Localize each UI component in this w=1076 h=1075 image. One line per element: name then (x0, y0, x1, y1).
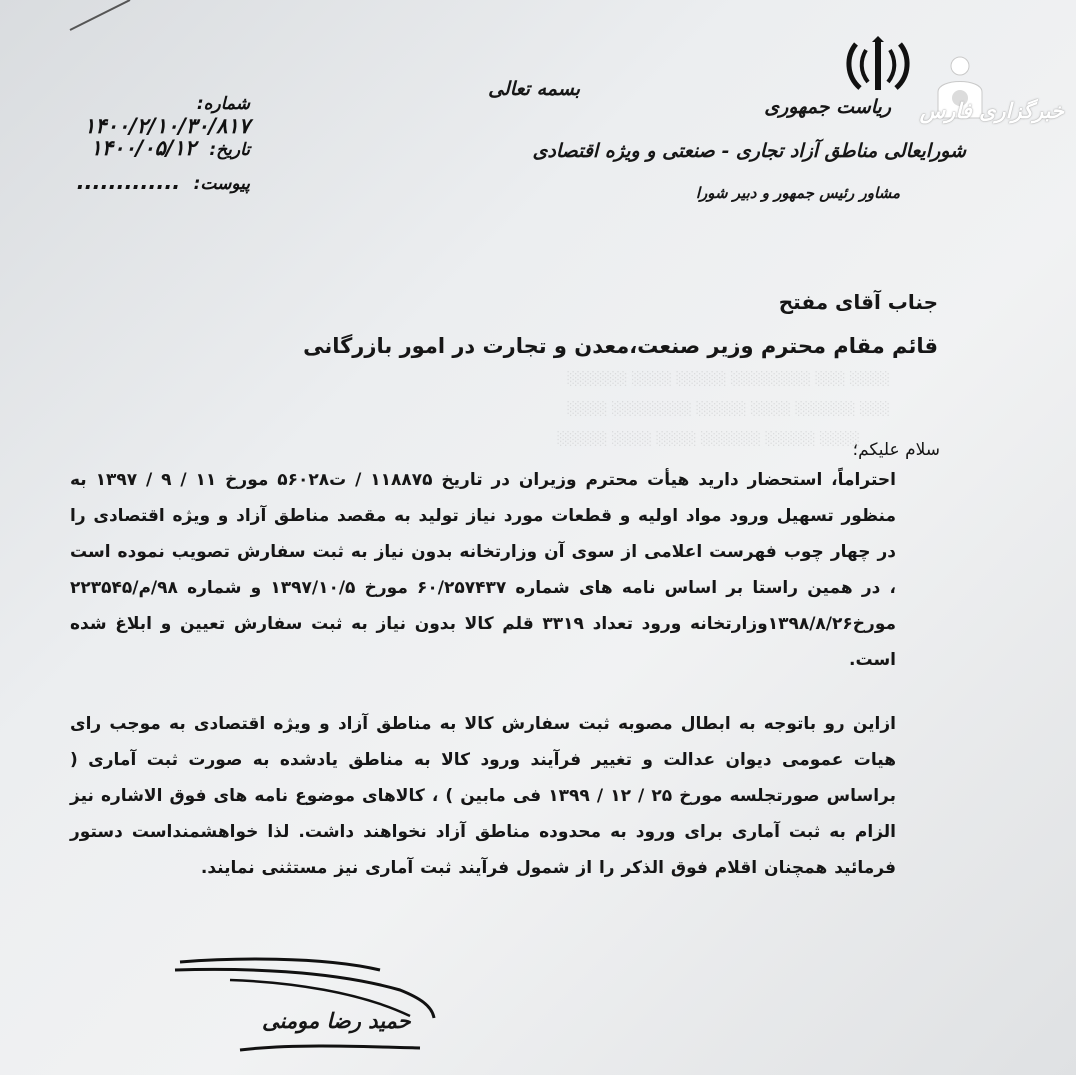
letter-attachment-label: پیوست: (193, 174, 250, 194)
letter-number-label: شماره: (196, 94, 250, 114)
body-paragraph: ازاین رو باتوجه به ابطال مصوبه ثبت سفارش کالا به مناطق آزاد و ویژه اقتصادی به موجب رای هیات عمومی دیوان عدالت و تغییر فرآیند ورود کالا به مناطق یادشده به صورت ثبت آماری ( براساس صورتجلسه مورخ ۲۵ / ۱۲ / ۱۳۹۹ فی مابین ) ، کالاهای موضوع نامه های فوق الاشاره نیز الزام به ثبت آماری برای ورود به محدوده مناطق آزاد نخواهند داشت. لذا خواهشمنداست دستور فرمائید همچنان اقلام فوق الذکر را از شمول فرآیند ثبت آماری نیز مستثنی نمایند. (70, 714, 896, 878)
news-agency-watermark-text: خبرگزاری فارس (919, 98, 1064, 123)
signature-scribble (170, 940, 450, 1060)
bismillah-heading: بسمه تعالی (488, 78, 580, 100)
org-title-line2: شورایعالی مناطق آزاد تجاری - صنعتی و ویژه اقتصادی (532, 140, 966, 162)
letter-attachment-value: ............. (76, 170, 181, 194)
letter-number (60, 90, 250, 138)
bleed-through-text: ░░░░░ ░░░░ ░░░░ ░░░░░░ ░░░░░ ░░░░ (557, 432, 860, 447)
letter-date-label: تاریخ: (209, 140, 250, 160)
recipient-name: جناب آقای مفتح (778, 290, 938, 314)
body-paragraph: احتراماً، استحضار دارید هیأت محترم وزیران در تاریخ ۱۱۸۸۷۵ / ت۵۶۰۲۸ مورخ ۱۱ / ۹ / ۱۳۹۷ به منظور تسهیل ورود مواد اولیه و قطعات مورد نیاز تولید به مقصد مناطق آزاد و ویژه اقتصادی را در چهار چوب فهرست اعلامی از سوی آن وزارتخانه بدون نیاز به ثبت سفارش تصویب نموده است ، در همین راستا بر اساس نامه های شماره ۶۰/۲۵۷۴۳۷ مورخ ۱۳۹۷/۱۰/۵ و شماره ۹۸/م/۲۲۳۵۴۵ مورخ۱۳۹۸/۸/۲۶وزارتخانه ورود تعداد ۳۳۱۹ قلم کالا بدون نیاز به ثبت سفارش تعیین و ابلاغ شده است. (70, 470, 897, 670)
bleed-through-text: ░░░░ ░░░░░░░░ ░░░░░ ░░░░ ░░░░░░ ░░░ (567, 402, 890, 417)
org-title-line1: ریاست جمهوری (764, 96, 891, 118)
letter-date-value: ۱۴۰۰/۰۵/۱۲ (90, 136, 197, 160)
corner-scratch-line (0, 0, 140, 40)
recipient-title: قائم مقام محترم وزیر صنعت،معدن و تجارت در امور بازرگانی (303, 334, 938, 358)
letter-date (60, 136, 250, 160)
org-title-line3: مشاور رئیس جمهور و دبیر شورا (695, 184, 900, 202)
letter-number-value: ۱۴۰۰/۲/۱۰/۳۰/۸۱۷ (83, 114, 250, 138)
signatory-name: حمید رضا مومنی (262, 1008, 411, 1033)
greeting: سلام علیکم؛ (852, 440, 940, 460)
iran-emblem-icon (842, 36, 914, 96)
bleed-through-text: ░░░░░░ ░░░░ ░░░░░ ░░░░░░░░ ░░░ ░░░░ (567, 372, 890, 387)
letter-attachment (60, 170, 250, 194)
